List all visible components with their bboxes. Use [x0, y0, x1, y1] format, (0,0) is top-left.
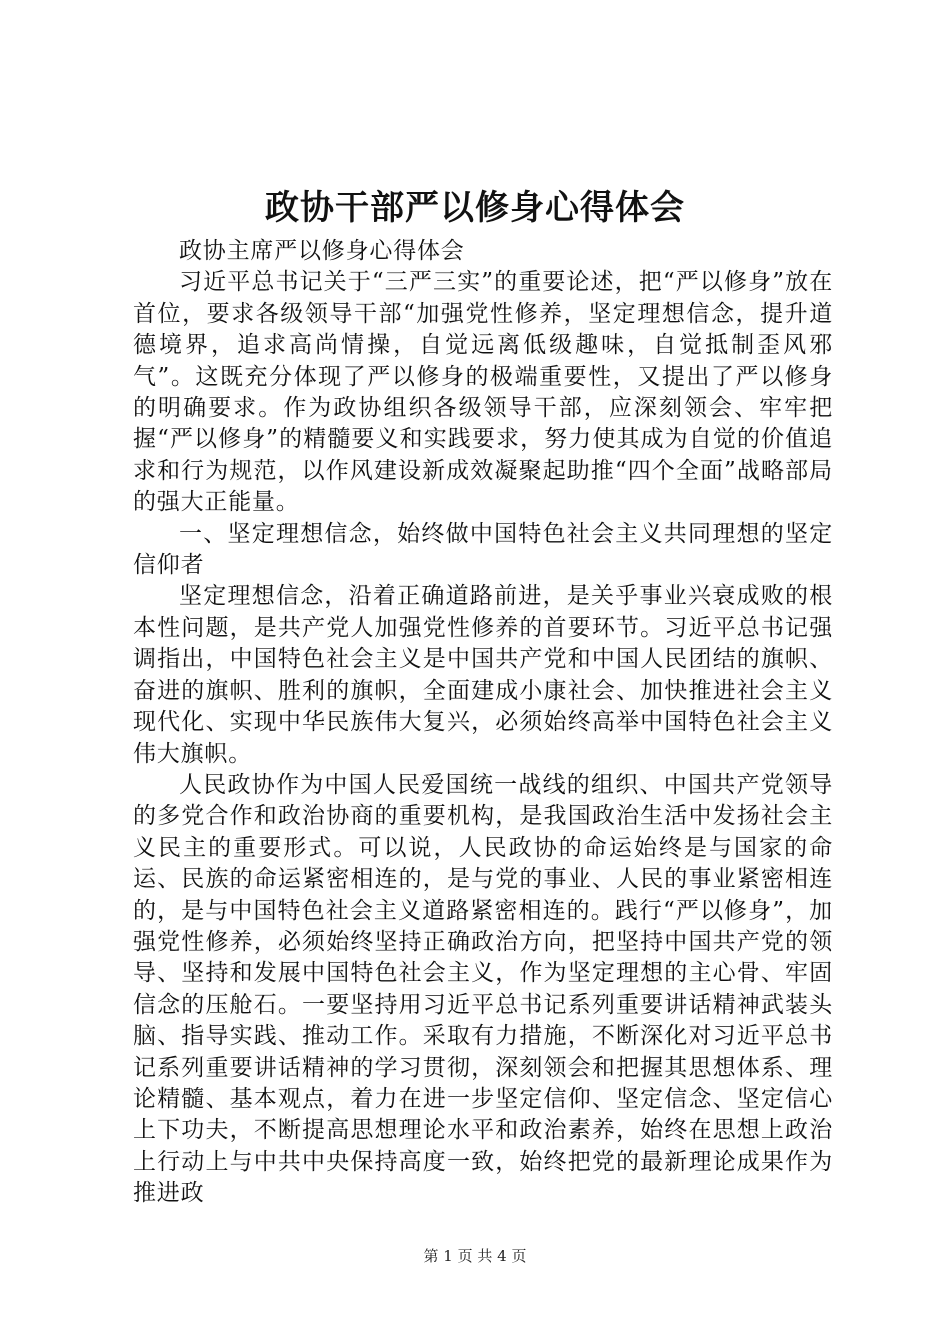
page-footer: 第 1 页 共 4 页: [423, 1247, 527, 1265]
body-paragraph: 人民政协作为中国人民爱国统一战线的组织、中国共产党领导的多党合作和政治协商的重要机构，是我国政治生活中发扬社会主义民主的重要形式。可以说，人民政协的命运始终是与国家的命运、民族的命运紧密相连的，是与党的事业、人民的事业紧密相连的，是与中国特色社会主义道路紧密相连的。践行“严以修身”，加强党性修养，必须始终坚持正确政治方向，把坚持中国共产党的领导、坚持和发展中国特色社会主义，作为坚定理想的主心骨、牢固信念的压舱石。一要坚持用习近平总书记系列重要讲话精神武装头脑、指导实践、推动工作。采取有力措施，不断深化对习近平总书记系列重要讲话精神的学习贯彻，深刻领会和把握其思想体系、理论精髓、基本观点，着力在进一步坚定信仰、坚定信念、坚定信心上下功夫，不断提高思想理论水平和政治素养，始终在思想上政治上行动上与中共中央保持高度一致，始终把党的最新理论成果作为推进政: [133, 771, 833, 1207]
subtitle-paragraph: 政协主席严以修身心得体会: [179, 238, 465, 264]
document-title: 政协干部严以修身心得体会: [265, 188, 685, 228]
body-paragraph: 坚定理想信念，沿着正确道路前进，是关乎事业兴衰成败的根本性问题，是共产党人加强党性修养的首要环节。习近平总书记强调指出，中国特色社会主义是中国共产党和中国人民团结的旗帜、奋进的旗帜、胜利的旗帜，全面建成小康社会、加快推进社会主义现代化、实现中华民族伟大复兴，必须始终高举中国特色社会主义伟大旗帜。: [133, 583, 833, 767]
document-body: [133, 236, 833, 1210]
intro-paragraph: 习近平总书记关于“三严三实”的重要论述，把“严以修身”放在首位，要求各级领导干部“加强党性修养，坚定理想信念，提升道德境界，追求高尚情操，自觉远离低级趣味，自觉抵制歪风邪气”。这既充分体现了严以修身的极端重要性，又提出了严以修身的明确要求。作为政协组织各级领导干部，应深刻领会、牢牢把握“严以修身”的精髓要义和实践要求，努力使其成为自觉的价值追求和行为规范，以作风建设新成效凝聚起助推“四个全面”战略部局的强大正能量。: [133, 269, 833, 516]
section-heading: 一、坚定理想信念，始终做中国特色社会主义共同理想的坚定信仰者: [133, 520, 833, 579]
